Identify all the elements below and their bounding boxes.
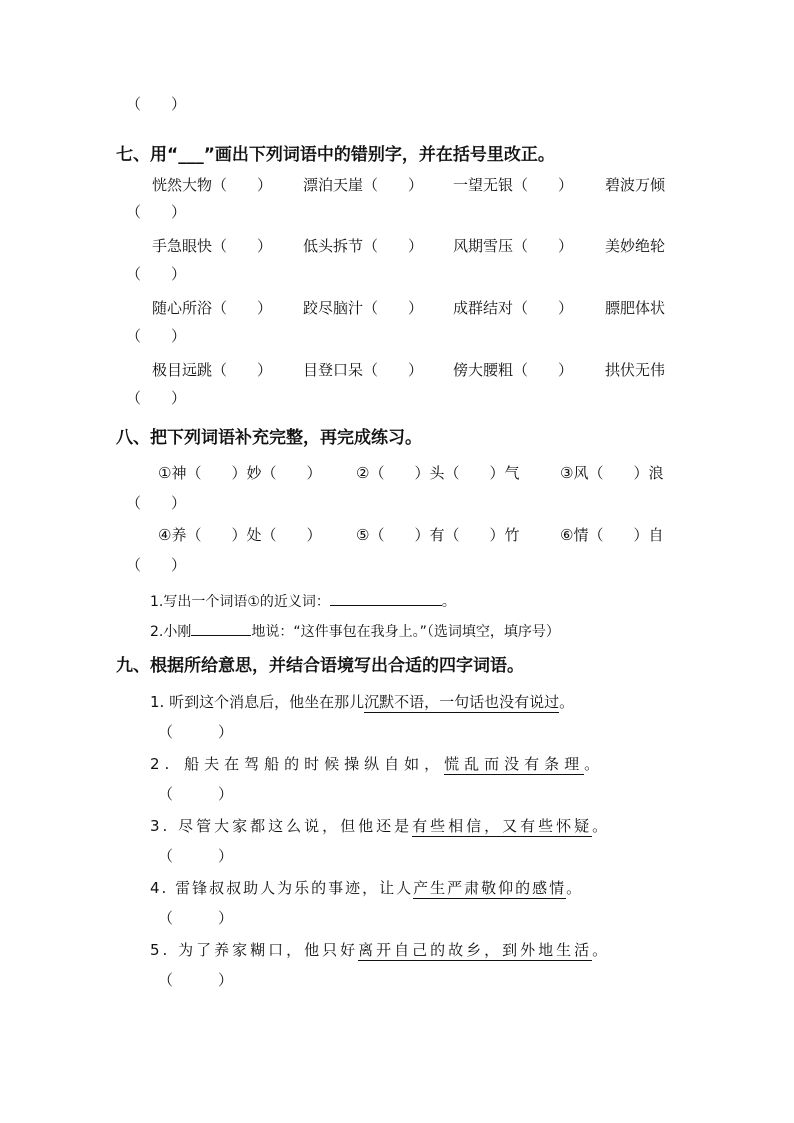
question-text: 3. 尽管大家都这么说，但他还是 xyxy=(150,817,413,835)
word-item[interactable]: 目登口呆（ ） xyxy=(303,361,424,379)
fill-item[interactable]: ④养（ ）处（ ） xyxy=(158,526,322,544)
section-8-heading: 八、把下列词语补充完整，再完成练习。 xyxy=(116,428,422,448)
question-text-end: 。 xyxy=(592,941,611,959)
question-8-1 xyxy=(150,589,456,612)
word-item: 拱伏无伟 xyxy=(605,361,666,379)
answer-parentheses[interactable]: （ ） xyxy=(158,909,234,927)
question-8-2 xyxy=(150,619,560,642)
section-7-heading-post: ”画出下列词语中的错别字，并在括号里改正。 xyxy=(203,145,555,165)
word-item[interactable]: 恍然大物（ ） xyxy=(152,176,273,194)
word-item[interactable]: 随心所浴（ ） xyxy=(152,299,273,317)
question-text: 4. 雷锋叔叔助人为乐的事迹，让人 xyxy=(150,879,414,897)
word-item: 膘肥体状 xyxy=(605,299,666,317)
underlined-meaning: 有些相信，又有些怀疑 xyxy=(412,817,593,835)
word-item[interactable]: 成群结对（ ） xyxy=(453,299,574,317)
question-text-end: 地说：“这件事包在我身上。”（选词填空，填序号） xyxy=(251,624,560,640)
underlined-meaning: 慌乱而没有条理 xyxy=(444,755,585,773)
answer-parentheses[interactable]: （ ） xyxy=(126,389,187,407)
question-text-end: 。 xyxy=(441,594,456,610)
section-7-heading-pre: 七、用“ xyxy=(116,145,179,165)
section-9-heading: 九、根据所给意思，并结合语境写出合适的四字词语。 xyxy=(116,656,524,676)
underlined-meaning: 产生严肃敬仰的感情 xyxy=(413,879,567,897)
question-text: 5. 为了养家糊口，他只好 xyxy=(150,941,359,959)
question-text-end: 。 xyxy=(559,693,575,711)
section-7-heading-blank: ___ xyxy=(178,145,204,165)
word-item: 美妙绝轮 xyxy=(605,237,666,255)
word-item[interactable]: 跤尽脑汁（ ） xyxy=(303,299,424,317)
answer-parentheses[interactable]: （ ） xyxy=(158,971,234,989)
fill-item[interactable]: ①神（ ）妙（ ） xyxy=(158,464,322,482)
answer-parentheses[interactable]: （ ） xyxy=(126,95,187,113)
fill-item[interactable]: ⑥情（ ）自 xyxy=(560,526,664,544)
question-text-end: 。 xyxy=(584,755,605,773)
answer-blank[interactable] xyxy=(330,589,442,606)
answer-parentheses[interactable]: （ ） xyxy=(126,265,187,283)
underlined-meaning: 离开自己的故乡，到外地生活 xyxy=(358,941,593,959)
answer-parentheses[interactable]: （ ） xyxy=(158,847,234,865)
word-item[interactable]: 傍大腰粗（ ） xyxy=(453,361,574,379)
answer-parentheses[interactable]: （ ） xyxy=(126,203,187,221)
question-9-4 xyxy=(150,878,583,898)
question-text: 2.小刚 xyxy=(150,624,192,640)
word-item[interactable]: 极目远跳（ ） xyxy=(152,361,273,379)
question-9-3 xyxy=(150,816,610,836)
word-item[interactable]: 低头拆节（ ） xyxy=(303,237,424,255)
answer-parentheses[interactable]: （ ） xyxy=(126,327,187,345)
question-9-2 xyxy=(150,754,604,774)
word-item[interactable]: 风期雪压（ ） xyxy=(453,237,574,255)
word-item[interactable]: 手急眼快（ ） xyxy=(152,237,273,255)
answer-parentheses[interactable]: （ ） xyxy=(158,785,234,803)
answer-parentheses[interactable]: （ ） xyxy=(126,556,187,574)
underlined-meaning: 沉默不语，一句话也没有说过 xyxy=(364,693,560,711)
word-item[interactable]: 漂泊天崖（ ） xyxy=(303,176,424,194)
fill-item[interactable]: ②（ ）头（ ）气 xyxy=(356,464,520,482)
question-9-1 xyxy=(150,692,574,712)
question-text-end: 。 xyxy=(566,879,584,897)
fill-item[interactable]: ⑤（ ）有（ ）竹 xyxy=(356,526,520,544)
word-item: 碧波万倾 xyxy=(605,176,666,194)
answer-blank[interactable] xyxy=(191,619,251,636)
section-7-heading xyxy=(116,145,555,165)
question-text: 1. 听到这个消息后，他坐在那儿 xyxy=(150,693,365,711)
fill-item[interactable]: ③风（ ）浪 xyxy=(560,464,664,482)
answer-parentheses[interactable]: （ ） xyxy=(126,494,187,512)
question-text: 2. 船夫在驾船的时候操纵自如， xyxy=(150,755,445,773)
question-9-5 xyxy=(150,940,610,960)
question-text: 1.写出一个词语①的近义词： xyxy=(150,594,330,610)
answer-parentheses[interactable]: （ ） xyxy=(158,723,234,741)
question-text-end: 。 xyxy=(592,817,611,835)
word-item[interactable]: 一望无银（ ） xyxy=(453,176,574,194)
